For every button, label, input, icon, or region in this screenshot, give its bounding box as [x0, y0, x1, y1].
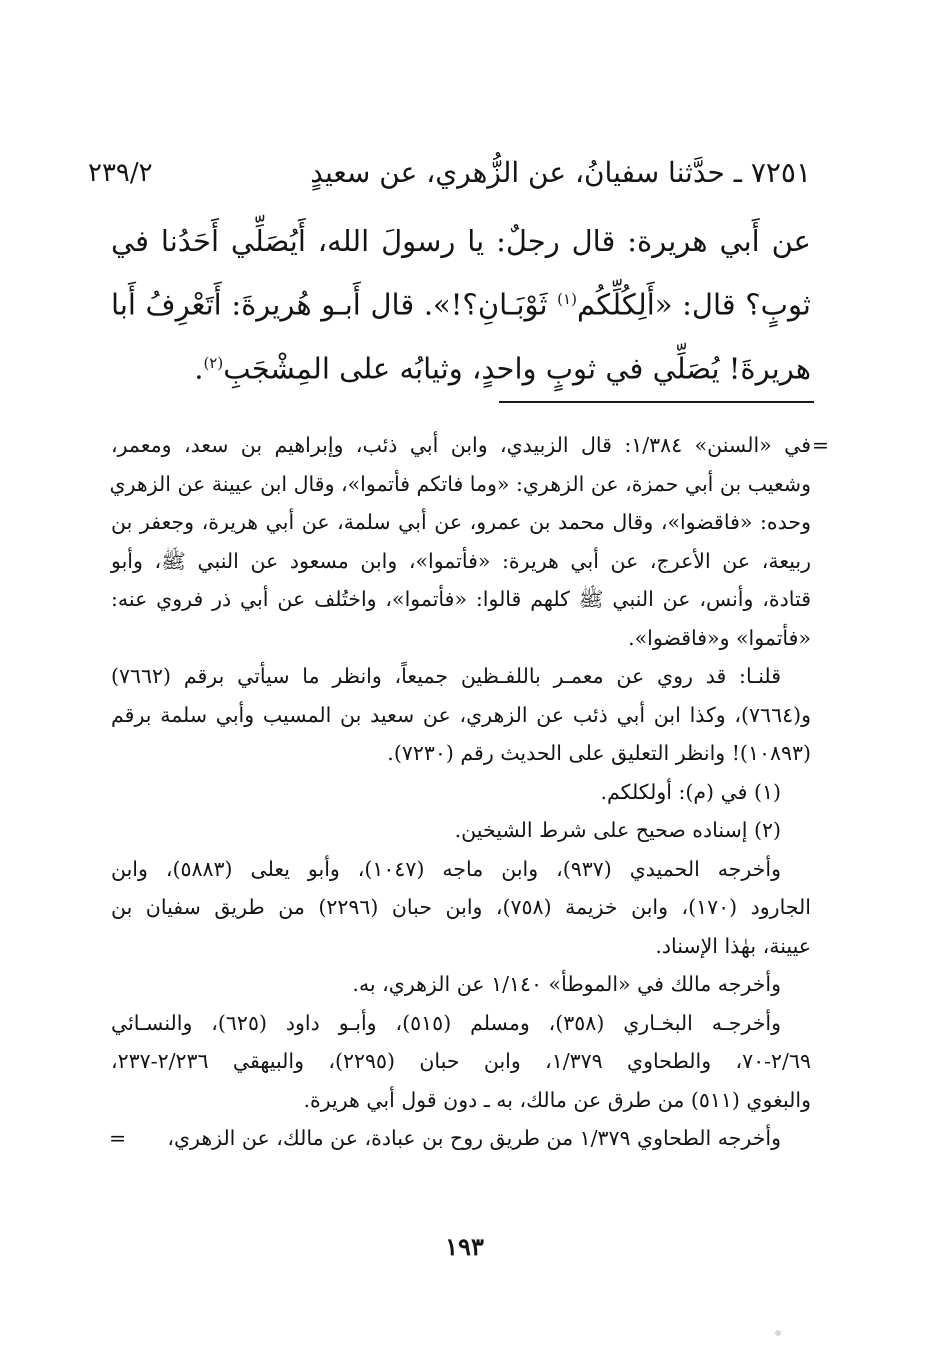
footnote-line-4: ربيعة، عن الأعرج، عن أبي هريرة: «فأتموا»، وابن مسعود عن النبي ﷺ، وأبو: [111, 548, 811, 573]
footnote-1: (١) في (م): أولكلكم.: [600, 779, 781, 804]
footnote-line-3: وحده: «فاقضوا»، وقال محمد بن عمرو، عن أبي سلمة، عن أبي هريرة، وجعفر بن: [111, 510, 811, 534]
footnote-line-18: والبغوي (٥١١) من طرق عن مالك، به ـ دون قول أبي هريرة.: [303, 1087, 811, 1112]
footnote-line-6: «فأتموا» و«فاقضوا».: [628, 625, 811, 650]
scan-speck: [775, 1330, 781, 1336]
hadith-line-2-part-a: ثوبٍ؟ قال: «أَلِكُلِّكُم: [576, 287, 811, 322]
end-continuation-mark: =: [109, 1126, 127, 1150]
hadith-line-3-text: هريرةَ! يُصَلِّي في ثوبٍ واحدٍ، وثيابُه على المِشْجَبِ: [223, 351, 811, 386]
hadith-line-3: [111, 334, 811, 398]
footnote-line-9: (١٠٨٩٣)! وانظر التعليق على الحديث رقم (٧٢٣٠).: [387, 741, 811, 765]
footnote-line-17: ٢/٦٩-٧٠، والطحاوي ١/٣٧٩، وابن حبان (٢٢٩٥)، والبيهقي ٢/٢٣٦-٢٣٧،: [111, 1049, 811, 1073]
hadith-line-2-part-b: ثَوْبَـانِ؟!». قال أَبـو هُريرةَ: أَتَعْرِفُ أَبا: [111, 287, 558, 322]
continuation-mark: =: [811, 433, 829, 457]
footnote-line-19: [111, 1119, 811, 1158]
footnote-line-15: وأخرجه مالك في «الموطأ» ١/١٤٠ عن الزهري، به.: [352, 972, 781, 996]
volume-page-reference: ٢٣٩/٢: [88, 158, 153, 188]
footnote-line-16: وأخرجـه البخـاري (٣٥٨)، ومسلم (٥١٥)، وأبـو داود (٦٢٥)، والنسـائي: [111, 1010, 781, 1035]
footnotes: [109, 426, 829, 1158]
footnote-line-5: قتادة، وأنس، عن النبي ﷺ كلهم قالوا: «فأتموا»، واختُلف عن أبي ذر فروي عنه:: [111, 587, 811, 611]
footnote-ref-1: (١): [557, 290, 577, 308]
footnote-line-8: و(٧٦٦٤)، وكذا ابن أبي ذئب عن الزهري، عن سعيد بن المسيب وأبي سلمة برقم: [111, 702, 811, 727]
footnote-line-19-text: وأخرجه الطحاوي ١/٣٧٩ من طريق روح بن عبادة، عن مالك، عن الزهري،: [167, 1126, 781, 1150]
footnote-2: (٢) إسناده صحيح على شرط الشيخين.: [454, 818, 781, 842]
footnote-divider: [499, 401, 814, 403]
hadith-intro: ٧٢٥١ ـ حدَّثنا سفيانُ، عن الزُّهري، عن سعيدٍ: [310, 156, 811, 189]
footnote-line-12: وأخرجه الحميدي (٩٣٧)، وابن ماجه (١٠٤٧)، وأبو يعلى (٥٨٨٣)، وابن: [111, 856, 781, 881]
hadith-line-1: عن أَبي هريرة: قال رجلٌ: يا رسولَ الله، أَيُصَلِّي أَحَدُنا في: [111, 224, 811, 258]
footnote-line-2: وشعيب بن أبي حمزة، عن الزهري: «وما فاتكم فأتموا»، وقال ابن عيينة عن الزهري: [109, 471, 811, 496]
hadith-line-2: [111, 270, 811, 334]
footnote-line-7: قلنـا: قد روي عن معمـر باللفـظين جميعاً، وانظر ما سيأتي برقم (٧٦٦٢): [111, 664, 781, 688]
hadith-line-3-end: .: [194, 351, 204, 386]
hadith-text: [111, 212, 811, 397]
footnote-line-14: عيينة، بهٰذا الإسناد.: [655, 933, 811, 958]
page-number: ١٩٣: [445, 1232, 484, 1261]
footnote-line-1-text: في «السنن» ١/٣٨٤: قال الزبيدي، وابن أبي ذئب، وإبراهيم بن سعد، ومعمر،: [111, 433, 811, 457]
footnote-ref-2: (٢): [203, 353, 224, 372]
footnote-line-1: [111, 426, 829, 465]
footnote-line-13: الجارود (١٧٠)، وابن خزيمة (٧٥٨)، وابن حبان (٢٢٩٦) من طريق سفيان بن: [111, 895, 811, 919]
